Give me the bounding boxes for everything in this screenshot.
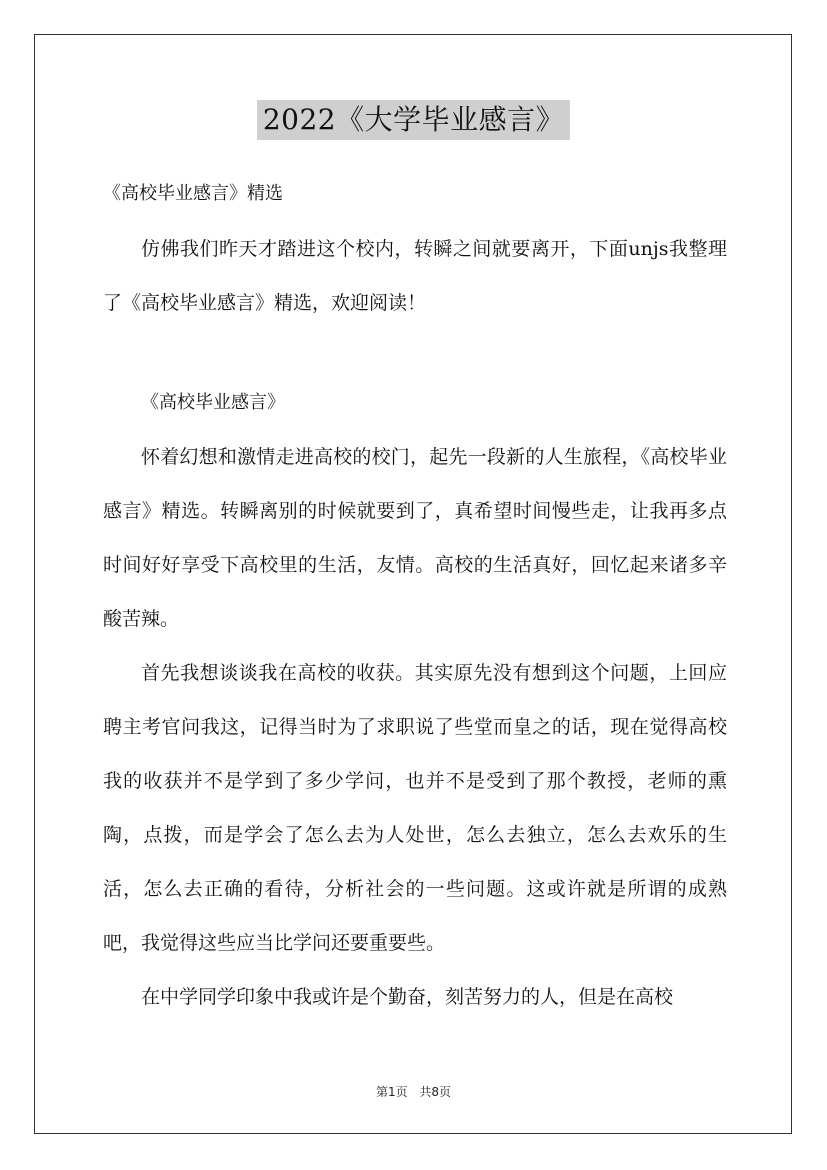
page-footer [0, 1083, 827, 1100]
body-paragraph: 在中学同学印象中我或许是个勤奋，刻苦努力的人，但是在高校 [141, 986, 674, 1008]
intro-paragraph: 仿佛我们昨天才踏进这个校内，转瞬之间就要离开，下面unjs我整理了《高校毕业感言》精选，欢迎阅读！ [103, 238, 727, 314]
body-paragraph: 首先我想谈谈我在高校的收获。其实原先没有想到这个问题，上回应聘主考官问我这，记得当时为了求职说了些堂而皇之的话，现在觉得高校我的收获并不是学到了多少学问，也并不是受到了那个教授，老师的熏陶，点拨，而是学会了怎么去为人处世，怎么去独立，怎么去欢乐的生活，怎么去正确的看待，分析社会的一些问题。这或许就是所谓的成熟吧，我觉得这些应当比学问还要重要些。 [103, 662, 727, 954]
document-subtitle: 《高校毕业感言》精选 [103, 183, 283, 204]
document-title: 2022《大学毕业感言》 [257, 100, 570, 140]
document-body [103, 172, 727, 1024]
body-paragraph: 怀着幻想和激情走进高校的校门，起先一段新的人生旅程，《高校毕业感言》精选。转瞬离别的时候就要到了，真希望时间慢些走，让我再多点时间好好享受下高校里的生活，友情。高校的生活真好，回忆起来诸多辛酸苦辣。 [103, 446, 727, 630]
page-total: 共8页 [419, 1085, 452, 1099]
blank-line [103, 330, 727, 376]
title-container [0, 100, 827, 140]
page-number: 第1页 [375, 1085, 408, 1099]
section-heading: 《高校毕业感言》 [141, 392, 285, 413]
